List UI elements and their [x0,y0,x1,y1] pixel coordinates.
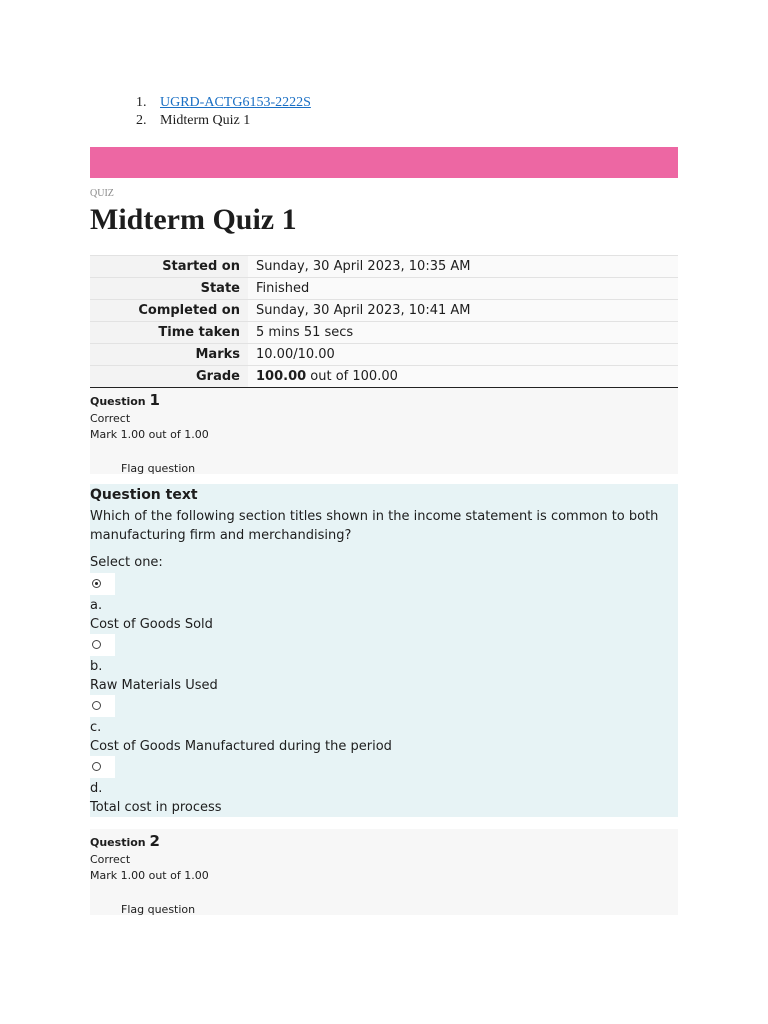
breadcrumb-number: 2. [136,113,147,128]
question-number: 1 [149,391,160,409]
summary-row-state [90,278,678,300]
option-d-letter: d. [90,781,103,796]
option-b-text: Raw Materials Used [90,678,218,693]
summary-value: 10.00/10.00 [248,344,678,366]
summary-row-marks [90,344,678,366]
breadcrumb-current: Midterm Quiz 1 [160,113,251,128]
radio-unselected-icon [92,701,101,710]
question-state: Correct [90,412,131,425]
question-text-heading: Question text [90,487,198,503]
summary-label: State [90,278,248,300]
question-heading [90,391,160,409]
radio-unselected-icon [92,762,101,771]
summary-row-completed [90,300,678,322]
summary-label: Started on [90,256,248,278]
question-prefix: Question [90,836,150,849]
summary-value: Sunday, 30 April 2023, 10:35 AM [248,256,678,278]
radio-unselected-icon [92,640,101,649]
question-state: Correct [90,853,131,866]
question-info-2 [90,829,678,915]
summary-value: Sunday, 30 April 2023, 10:41 AM [248,300,678,322]
option-b-letter: b. [90,659,103,674]
summary-label: Completed on [90,300,248,322]
question-info-1 [90,388,678,474]
question-mark: Mark 1.00 out of 1.00 [90,428,209,441]
question-prompt: Which of the following section titles shown in the income statement is common to both manufacturing firm and merchandising? [90,509,659,543]
grade-score: 100.00 [256,369,307,384]
summary-label: Grade [90,366,248,388]
option-a-letter: a. [90,598,103,613]
flag-question-link[interactable]: Flag question [121,462,196,475]
summary-value [248,366,678,388]
question-heading [90,832,160,850]
question-mark: Mark 1.00 out of 1.00 [90,869,209,882]
activity-type-label: QUIZ [90,188,114,199]
option-c-text: Cost of Goods Manufactured during the period [90,739,392,754]
option-c-radio[interactable] [90,695,115,717]
option-d-text: Total cost in process [90,800,222,815]
header-banner [90,147,678,178]
summary-row-time-taken [90,322,678,344]
breadcrumb [136,94,311,130]
summary-row-grade [90,366,678,388]
summary-label: Marks [90,344,248,366]
summary-row-started [90,256,678,278]
option-b-radio[interactable] [90,634,115,656]
summary-value: 5 mins 51 secs [248,322,678,344]
option-a-text: Cost of Goods Sold [90,617,213,632]
summary-label: Time taken [90,322,248,344]
attempt-summary-table [90,255,678,388]
breadcrumb-number: 1. [136,95,147,110]
option-d-radio[interactable] [90,756,115,778]
grade-out-of: out of 100.00 [306,369,398,384]
question-content [90,484,678,817]
question-number: 2 [149,832,160,850]
flag-question-link[interactable]: Flag question [121,903,196,916]
question-prefix: Question [90,395,150,408]
breadcrumb-course-link[interactable]: UGRD-ACTG6153-2222S [160,95,311,110]
page-title: Midterm Quiz 1 [90,203,297,236]
option-c-letter: c. [90,720,102,735]
select-one-label: Select one: [90,555,163,570]
breadcrumb-item-course [136,94,311,112]
summary-value: Finished [248,278,678,300]
radio-selected-icon [92,579,101,588]
option-a-radio[interactable] [90,573,115,595]
breadcrumb-item-quiz [136,112,311,130]
